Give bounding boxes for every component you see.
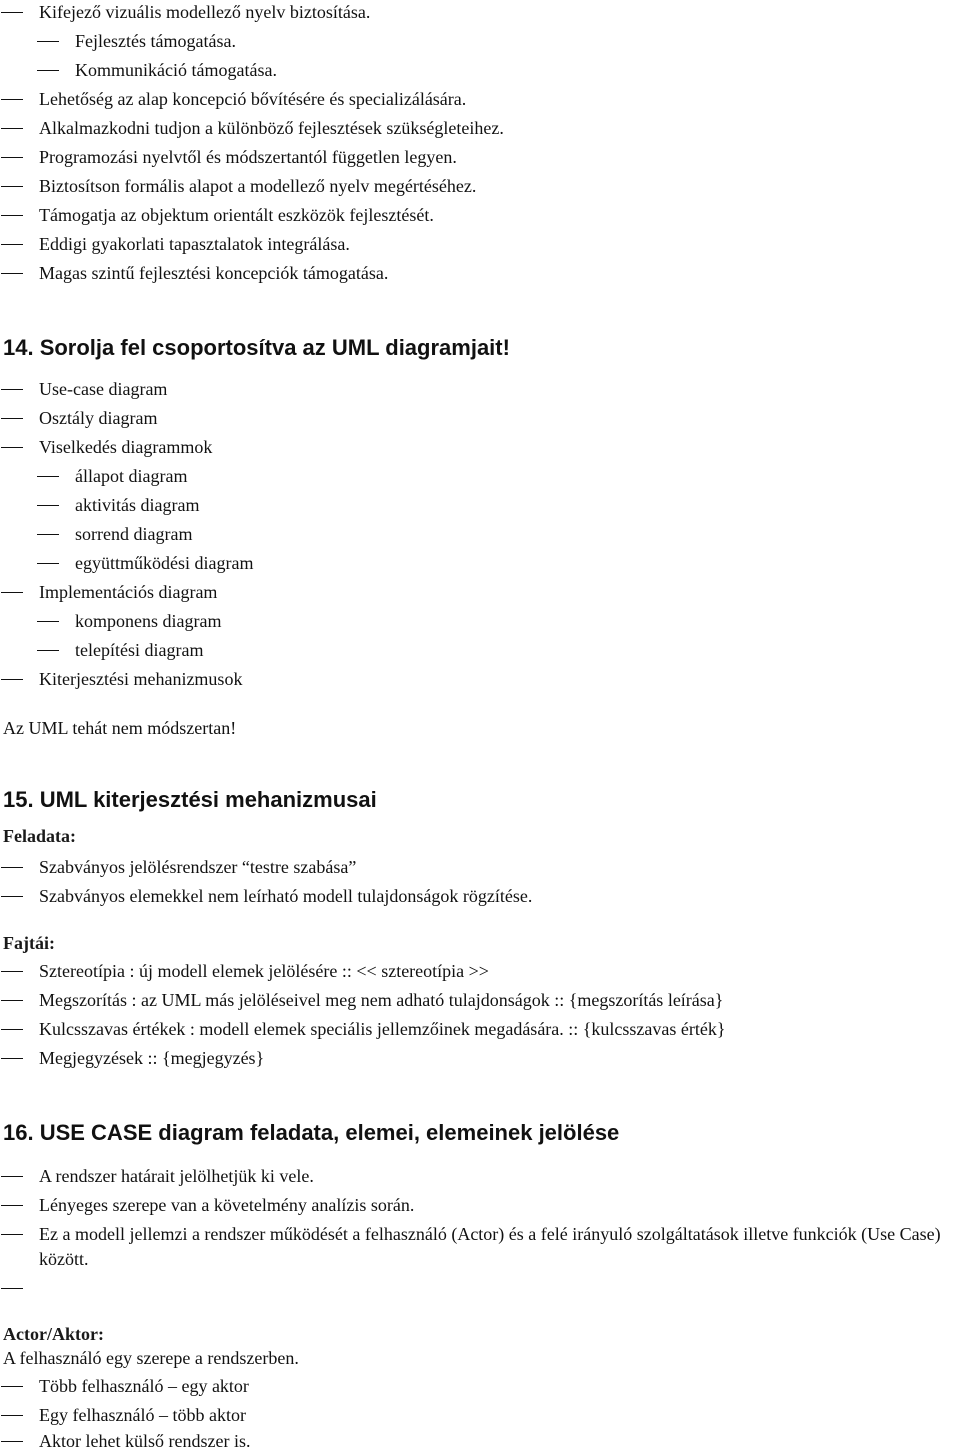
list-item-text: Szabványos elemekkel nem leírható modell tulajdonságok rögzítése.: [39, 886, 533, 906]
dash-bullet-icon: [1, 186, 23, 187]
list-item-text: Egy felhasználó – több aktor: [39, 1405, 246, 1425]
dash-bullet-icon: [37, 70, 59, 71]
list-item-text: Implementációs diagram: [39, 582, 218, 602]
list-item-text: állapot diagram: [75, 466, 188, 486]
feladata-label: Feladata:: [3, 826, 76, 846]
list-item-text: telepítési diagram: [75, 640, 204, 660]
dash-bullet-icon: [37, 563, 59, 564]
list-item-text: Kulcsszavas értékek : modell elemek speciális jellemzőinek megadására. :: {kulcsszavas érték}: [39, 1019, 726, 1039]
dash-bullet-icon: [1, 1415, 23, 1416]
list-item-text: Fejlesztés támogatása.: [75, 31, 236, 51]
dash-bullet-icon: [1, 1000, 23, 1001]
fajtai-label: Fajtái:: [3, 933, 55, 953]
section-14-note: Az UML tehát nem módszertan!: [3, 718, 237, 738]
dash-bullet-icon: [1, 447, 23, 448]
dash-bullet-icon: [1, 389, 23, 390]
list-item-text: Ez a modell jellemzi a rendszer működését a felhasználó (Actor) és a felé irányuló szolgáltatások illetve funkciók (Use Case) között.: [39, 1224, 941, 1269]
list-item-text: Kifejező vizuális modellező nyelv biztosítása.: [39, 2, 371, 22]
dash-bullet-icon: [1, 971, 23, 972]
dash-bullet-icon: [1, 1176, 23, 1177]
list-item-text: Kiterjesztési mehanizmusok: [39, 669, 243, 689]
dash-bullet-icon: [1, 99, 23, 100]
list-item-text: aktivitás diagram: [75, 495, 200, 515]
dash-bullet-icon: [37, 41, 59, 42]
section-15-heading: 15. UML kiterjesztési mehanizmusai: [3, 787, 377, 812]
dash-bullet-icon: [1, 1441, 23, 1442]
list-item-text: komponens diagram: [75, 611, 222, 631]
list-item-text: Magas szintű fejlesztési koncepciók támogatása.: [39, 263, 389, 283]
dash-bullet-icon: [37, 505, 59, 506]
list-item-text: Több felhasználó – egy aktor: [39, 1376, 249, 1396]
section-16-heading: 16. USE CASE diagram feladata, elemei, elemeinek jelölése: [3, 1120, 620, 1145]
dash-bullet-icon: [1, 157, 23, 158]
dash-bullet-icon: [1, 592, 23, 593]
dash-bullet-icon: [1, 215, 23, 216]
list-item-text: Osztály diagram: [39, 408, 158, 428]
dash-bullet-icon: [1, 1288, 23, 1289]
list-item-text: Kommunikáció támogatása.: [75, 60, 277, 80]
list-item-text: Megszorítás : az UML más jelöléseivel meg nem adható tulajdonságok :: {megszorítás leírása}: [39, 990, 724, 1010]
list-item-text: sorrend diagram: [75, 524, 193, 544]
dash-bullet-icon: [1, 1386, 23, 1387]
dash-bullet-icon: [37, 476, 59, 477]
dash-bullet-icon: [1, 12, 23, 13]
dash-bullet-icon: [37, 621, 59, 622]
dash-bullet-icon: [1, 896, 23, 897]
list-item: [0, 1222, 956, 1272]
actor-description: A felhasználó egy szerepe a rendszerben.: [3, 1348, 299, 1368]
dash-bullet-icon: [1, 867, 23, 868]
list-item-text: Aktor lehet külső rendszer is.: [39, 1431, 251, 1451]
list-item-text: Lehetőség az alap koncepció bővítésére és specializálására.: [39, 89, 467, 109]
dash-bullet-icon: [37, 650, 59, 651]
dash-bullet-icon: [1, 1205, 23, 1206]
list-item-text: Use-case diagram: [39, 379, 168, 399]
dash-bullet-icon: [1, 1234, 23, 1235]
section-14-heading: 14. Sorolja fel csoportosítva az UML diagramjait!: [3, 335, 510, 360]
dash-bullet-icon: [1, 679, 23, 680]
list-item-text: Támogatja az objektum orientált eszközök fejlesztését.: [39, 205, 434, 225]
list-item-text: Alkalmazkodni tudjon a különböző fejlesztések szükségleteihez.: [39, 118, 504, 138]
list-item-text: Viselkedés diagrammok: [39, 437, 213, 457]
dash-bullet-icon: [37, 534, 59, 535]
list-item-text: Lényeges szerepe van a követelmény analízis során.: [39, 1195, 415, 1215]
list-item-text: Megjegyzések :: {megjegyzés}: [39, 1048, 265, 1068]
list-item-text: Eddigi gyakorlati tapasztalatok integrálása.: [39, 234, 350, 254]
list-item-text: A rendszer határait jelölhetjük ki vele.: [39, 1166, 314, 1186]
dash-bullet-icon: [1, 418, 23, 419]
actor-label: Actor/Aktor:: [3, 1324, 104, 1344]
dash-bullet-icon: [1, 1058, 23, 1059]
list-item-text: Szabványos jelölésrendszer “testre szabása”: [39, 857, 357, 877]
list-item-text: együttműködési diagram: [75, 553, 254, 573]
dash-bullet-icon: [1, 128, 23, 129]
list-item-text: Programozási nyelvtől és módszertantól független legyen.: [39, 147, 457, 167]
list-item-text: Sztereotípia : új modell elemek jelölésére :: << sztereotípia >>: [39, 961, 489, 981]
dash-bullet-icon: [1, 244, 23, 245]
list-item-text: Biztosítson formális alapot a modellező nyelv megértéséhez.: [39, 176, 477, 196]
dash-bullet-icon: [1, 1029, 23, 1030]
dash-bullet-icon: [1, 273, 23, 274]
